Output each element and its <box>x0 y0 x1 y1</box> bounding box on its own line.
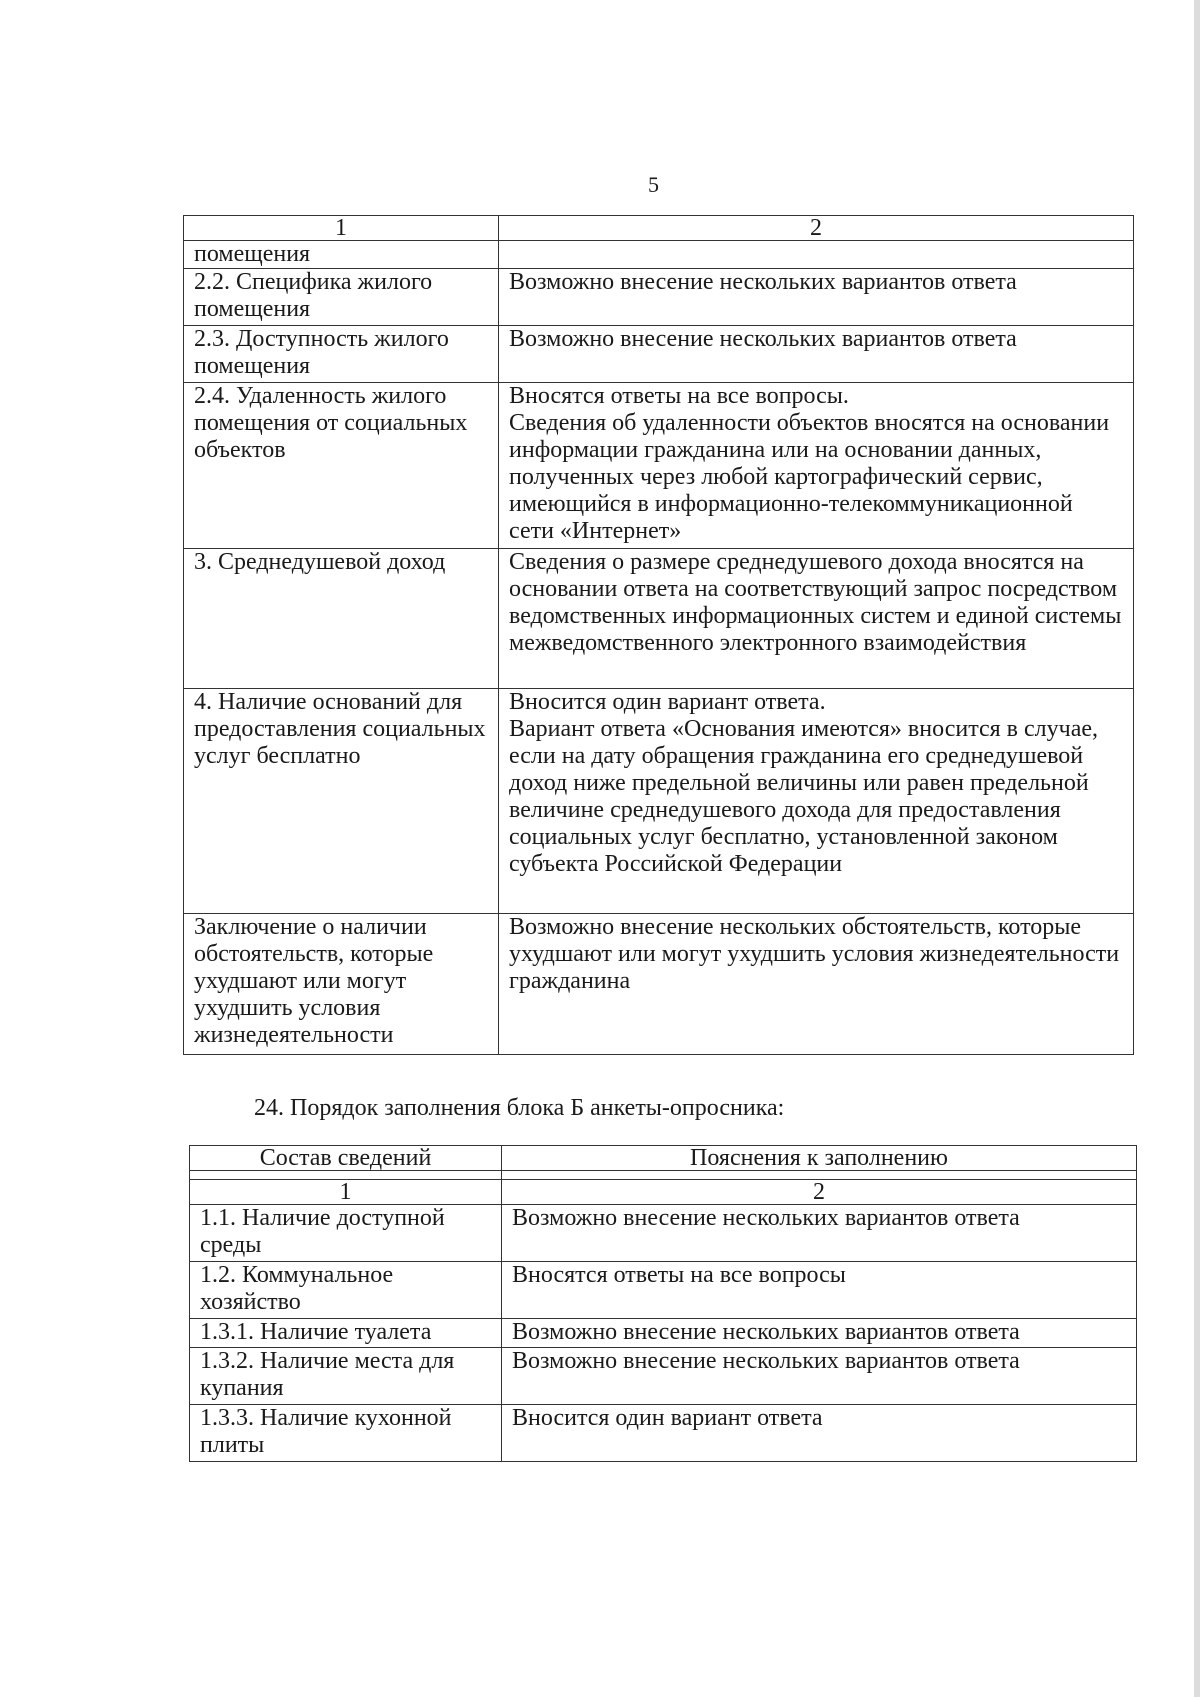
row-label: 1.2. Коммунальное хозяйство <box>190 1262 502 1319</box>
column-number-1: 1 <box>190 1180 502 1205</box>
table-block-b <box>189 1145 1137 1462</box>
table-header-row <box>184 216 1134 241</box>
column-number-2: 2 <box>502 1180 1137 1205</box>
row-note: Возможно внесение нескольких вариантов ответа <box>502 1205 1137 1262</box>
column-number-1: 1 <box>184 216 499 241</box>
scan-edge <box>1194 0 1200 1697</box>
table-row <box>184 326 1134 383</box>
note-line: Вносится один вариант ответа. <box>509 689 826 715</box>
row-label: Заключение о наличии обстоятельств, которые ухудшают или могут ухудшить условия жизнедеятельности <box>184 914 499 1055</box>
table-block-a-continued <box>183 215 1134 1055</box>
table-row <box>190 1348 1137 1405</box>
page-number: 5 <box>648 172 659 197</box>
row-label: 1.1. Наличие доступной среды <box>190 1205 502 1262</box>
table-row <box>190 1262 1137 1319</box>
row-note: Возможно внесение нескольких вариантов ответа <box>502 1319 1137 1348</box>
row-label: 2.3. Доступность жилого помещения <box>184 326 499 383</box>
note-line: Сведения об удаленности объектов вносятся на основании информации гражданина или на основании данных, полученных через любой картографический сервис, имеющийся в информационно-телекоммуникационной сети «Интернет» <box>509 410 1110 544</box>
table-row <box>184 383 1134 549</box>
table-row <box>184 914 1134 1055</box>
row-label: помещения <box>184 241 499 269</box>
table-row <box>190 1205 1137 1262</box>
row-note <box>499 241 1134 269</box>
row-note <box>499 689 1134 914</box>
table-row <box>184 549 1134 689</box>
row-note: Возможно внесение нескольких вариантов ответа <box>499 326 1134 383</box>
section-paragraph: 24. Порядок заполнения блока Б анкеты-опросника: <box>254 1095 785 1121</box>
row-label: 3. Среднедушевой доход <box>184 549 499 689</box>
header-composition: Состав сведений <box>190 1146 502 1171</box>
table-header-row <box>190 1146 1137 1171</box>
row-label: 2.2. Специфика жилого помещения <box>184 269 499 326</box>
header-separator <box>190 1171 1137 1180</box>
column-number-2: 2 <box>499 216 1134 241</box>
table-row <box>190 1319 1137 1348</box>
table-row <box>184 241 1134 269</box>
row-label: 2.4. Удаленность жилого помещения от социальных объектов <box>184 383 499 549</box>
row-label: 4. Наличие оснований для предоставления социальных услуг бесплатно <box>184 689 499 914</box>
header-explanations: Пояснения к заполнению <box>502 1146 1137 1171</box>
row-note <box>499 383 1134 549</box>
table-row <box>184 689 1134 914</box>
row-note: Возможно внесение нескольких вариантов ответа <box>502 1348 1137 1405</box>
row-note: Возможно внесение нескольких вариантов ответа <box>499 269 1134 326</box>
row-label: 1.3.3. Наличие кухонной плиты <box>190 1405 502 1462</box>
table-row <box>190 1405 1137 1462</box>
row-note: Возможно внесение нескольких обстоятельств, которые ухудшают или могут ухудшить условия жизнедеятельности гражданина <box>499 914 1134 1055</box>
row-label: 1.3.1. Наличие туалета <box>190 1319 502 1348</box>
table-number-row <box>190 1180 1137 1205</box>
row-note: Вносится один вариант ответа <box>502 1405 1137 1462</box>
note-line: Вариант ответа «Основания имеются» вносится в случае, если на дату обращения гражданина его среднедушевой доход ниже предельной величины или равен предельной величине среднедушевого дохода для предоставления социальных услуг бесплатно, установленной законом субъекта Российской Федерации <box>509 716 1099 877</box>
note-line: Вносятся ответы на все вопросы. <box>509 383 849 409</box>
row-note: Сведения о размере среднедушевого дохода вносятся на основании ответа на соответствующий запрос посредством ведомственных информационных систем и единой системы межведомственного электронного взаимодействия <box>499 549 1134 689</box>
table-row <box>184 269 1134 326</box>
row-label: 1.3.2. Наличие места для купания <box>190 1348 502 1405</box>
row-note: Вносятся ответы на все вопросы <box>502 1262 1137 1319</box>
